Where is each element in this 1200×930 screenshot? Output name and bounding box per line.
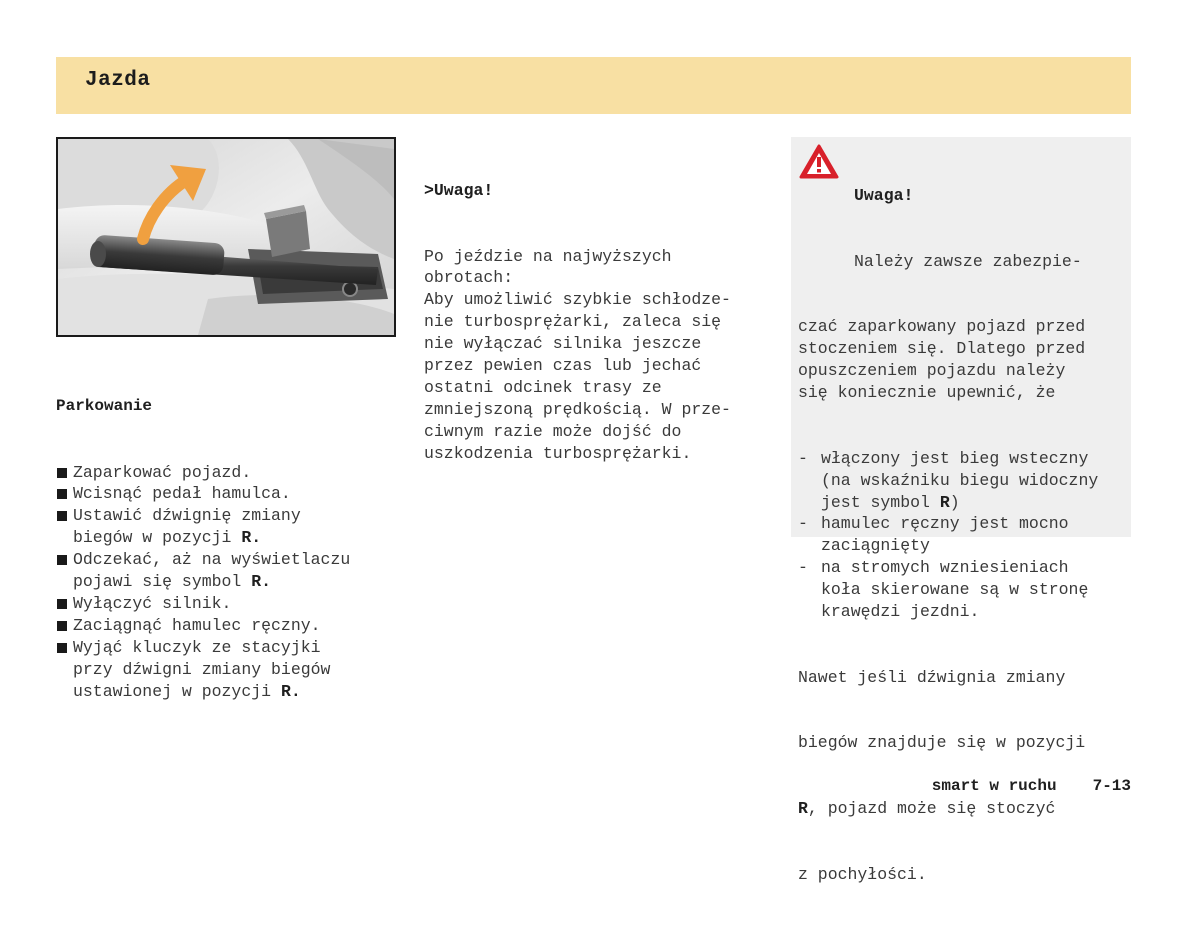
list-item xyxy=(56,593,401,615)
list-item xyxy=(56,462,401,484)
warning-condition-line xyxy=(821,492,1128,514)
list-item-line xyxy=(73,681,401,703)
list-item-text: przy dźwigni zmiany biegów xyxy=(73,659,331,679)
warning-condition xyxy=(798,557,1128,623)
turbo-note xyxy=(424,136,779,487)
list-item-text: Wcisnąć pedał hamulca. xyxy=(73,484,291,504)
gear-symbol: R xyxy=(798,799,808,819)
warning-condition-line xyxy=(821,579,1128,601)
warning-heading: Uwaga! xyxy=(854,185,914,205)
gear-symbol: R. xyxy=(251,572,272,592)
warning-intro-line: stoczeniem się. Dlatego przed xyxy=(798,339,1086,359)
list-item xyxy=(56,637,401,703)
list-item-text: biegów w pozycji xyxy=(73,528,242,548)
list-item-line xyxy=(73,593,401,615)
warning-condition-line xyxy=(821,557,1128,579)
list-item-line xyxy=(73,571,401,593)
warning-condition-line xyxy=(821,513,1128,535)
note-line: Po jeździe na najwyższych xyxy=(424,246,672,266)
list-item-text: pojawi się symbol xyxy=(73,572,252,592)
list-item-text: ustawionej w pozycji xyxy=(73,681,281,701)
note-line: uszkodzenia turbosprężarki. xyxy=(424,443,692,463)
footer-label: smart w ruchu xyxy=(931,777,1057,795)
list-item-line xyxy=(73,659,401,681)
list-item xyxy=(56,615,401,637)
warning-condition-text: włączony jest bieg wsteczny xyxy=(821,448,1089,468)
warning-intro-line: czać zaparkowany pojazd przed xyxy=(798,317,1086,337)
list-item xyxy=(56,483,401,505)
warning-outro-1: Nawet jeśli dźwignia zmiany xyxy=(798,667,1066,687)
note-line: Aby umożliwić szybkie schłodze- xyxy=(424,290,731,310)
warning-condition-tail: ) xyxy=(949,492,960,512)
bullet-icon xyxy=(57,489,67,499)
warning-outro-3-rest: , pojazd może się stoczyć xyxy=(807,799,1056,819)
list-item-line xyxy=(73,637,401,659)
list-item-text: Zaciągnąć hamulec ręczny. xyxy=(73,615,321,635)
handbrake-photo xyxy=(56,137,396,337)
bullet-icon xyxy=(57,621,67,631)
parking-section xyxy=(56,352,401,724)
warning-intro-line: się koniecznie upewnić, że xyxy=(798,382,1056,402)
header-band xyxy=(56,57,1131,114)
list-item-text: Zaparkować pojazd. xyxy=(73,462,252,482)
page-number: 7-13 xyxy=(1092,777,1131,795)
list-item-line xyxy=(73,527,401,549)
list-item-text: Ustawić dźwignię zmiany xyxy=(73,506,301,526)
list-item-text: Wyłączyć silnik. xyxy=(73,593,232,613)
warning-condition-text: hamulec ręczny jest mocno xyxy=(821,514,1069,534)
note-line: nie wyłączać silnika jeszcze xyxy=(424,334,702,354)
dash-mark: - xyxy=(798,558,808,578)
gear-symbol: R. xyxy=(280,681,301,701)
warning-condition-line xyxy=(821,535,1128,557)
note-line: zmniejszoną prędkością. W prze- xyxy=(424,399,731,419)
list-item xyxy=(56,549,401,593)
warning-condition-text: koła skierowane są w stronę xyxy=(821,580,1089,600)
warning-intro xyxy=(798,316,1128,404)
bullet-icon xyxy=(57,511,67,521)
gear-symbol: R. xyxy=(241,528,262,548)
warning-condition-text: zaciągnięty xyxy=(821,536,930,556)
warning-intro-line: opuszczeniem pojazdu należy xyxy=(798,361,1066,381)
note-line: nie turbosprężarki, zaleca się xyxy=(424,312,722,332)
warning-condition-line xyxy=(821,470,1128,492)
bullet-icon xyxy=(57,643,67,653)
warning-condition-line xyxy=(821,601,1128,623)
warning-condition xyxy=(798,448,1128,514)
warning-outro-4: z pochyłości. xyxy=(798,864,927,884)
list-item-text: Odczekać, aż na wyświetlaczu xyxy=(73,550,351,570)
note-line: przez pewien czas lub jechać xyxy=(424,356,702,376)
warning-outro-3 xyxy=(798,798,1128,820)
note-line: obrotach: xyxy=(424,268,514,288)
page-footer xyxy=(932,777,1131,795)
gear-symbol: R xyxy=(939,492,950,512)
list-item-line xyxy=(73,615,401,637)
warning-condition xyxy=(798,513,1128,557)
note-line: ciwnym razie może dojść do xyxy=(424,421,682,441)
parking-heading: Parkowanie xyxy=(56,396,153,415)
list-item-line xyxy=(73,549,401,571)
bullet-icon xyxy=(57,468,67,478)
list-item-line xyxy=(73,505,401,527)
warning-conditions xyxy=(798,448,1128,623)
warning-condition-line xyxy=(821,448,1128,470)
dash-mark: - xyxy=(798,448,808,468)
bullet-icon xyxy=(57,599,67,609)
warning-content xyxy=(798,141,1128,930)
note-body xyxy=(424,246,779,465)
warning-condition-text: jest symbol xyxy=(821,492,940,512)
warning-outro-2: biegów znajduje się w pozycji xyxy=(798,733,1086,753)
warning-intro-first: Należy zawsze zabezpie- xyxy=(854,251,1082,271)
note-line: ostatni odcinek trasy ze xyxy=(424,377,662,397)
warning-condition-text: krawędzi jezdni. xyxy=(821,602,980,622)
list-item-text: Wyjąć kluczyk ze stacyjki xyxy=(73,637,321,657)
dash-mark: - xyxy=(798,514,808,534)
parking-steps-list xyxy=(56,462,401,703)
warning-condition-text: (na wskaźniku biegu widoczny xyxy=(821,470,1099,490)
list-item-line xyxy=(73,462,401,484)
page-title: Jazda xyxy=(85,69,151,92)
warning-condition-text: na stromych wzniesieniach xyxy=(821,558,1069,578)
note-heading: >Uwaga! xyxy=(424,180,494,200)
list-item xyxy=(56,505,401,549)
bullet-icon xyxy=(57,555,67,565)
list-item-line xyxy=(73,483,401,505)
